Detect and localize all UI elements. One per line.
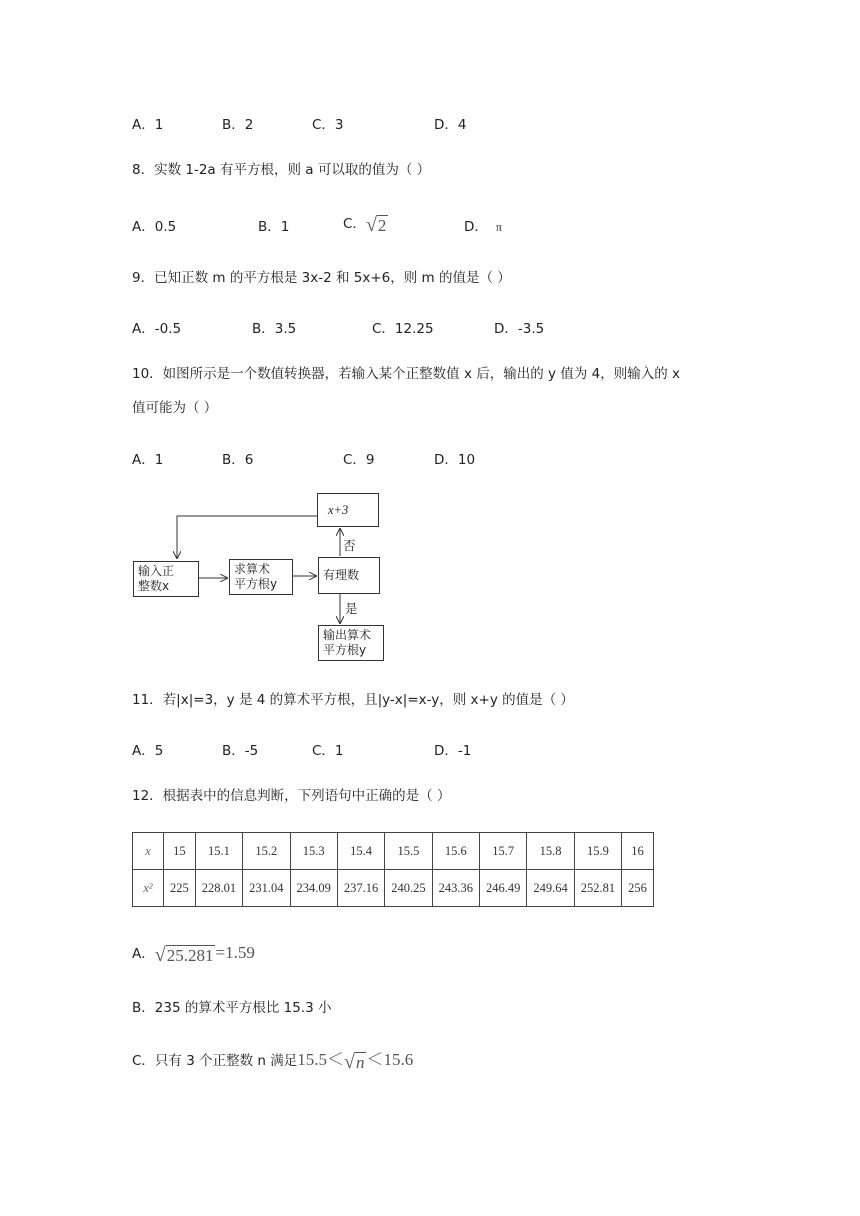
table-cell: 15.4: [337, 833, 384, 870]
q9-question: 9．已知正数 m 的平方根是 3x-2 和 5x+6，则 m 的值是（ ）: [132, 270, 511, 286]
sqrt-symbol: √ 25.281: [154, 944, 214, 966]
q12-option-b: B．235 的算术平方根比 15.3 小: [132, 1000, 332, 1016]
table-cell: 225: [164, 870, 196, 907]
table-cell: 15.7: [480, 833, 527, 870]
q7-option-a: A．1: [132, 117, 164, 133]
flowchart-input-box: 输入正 整数x: [133, 561, 199, 597]
table-cell: 231.04: [243, 870, 290, 907]
sqrt-symbol: √ n: [344, 1051, 365, 1073]
q7-option-c: C．3: [312, 117, 344, 133]
q11-question: 11．若|x|=3，y 是 4 的算术平方根，且|y-x|=x-y，则 x+y 的值是（ ）: [132, 692, 574, 708]
q10-option-a: A．1: [132, 452, 164, 468]
table-cell: x²: [133, 870, 164, 907]
q8-option-a: A．0.5: [132, 219, 177, 235]
q10-option-b: B．6: [222, 452, 254, 468]
sqrt-symbol: √ 2: [365, 214, 387, 236]
flowchart-output-box: 输出算术 平方根y: [318, 625, 384, 661]
q9-option-a: A．-0.5: [132, 321, 182, 337]
q11-option-d: D．-1: [434, 743, 472, 759]
table-cell: 15.1: [195, 833, 242, 870]
table-cell: 228.01: [195, 870, 242, 907]
q8-option-c: C． √ 2: [343, 214, 387, 236]
q9-option-b: B．3.5: [252, 321, 297, 337]
q8-question: 8．实数 1-2a 有平方根，则 a 可以取的值为（ ）: [132, 162, 431, 178]
q11-option-b: B．-5: [222, 743, 259, 759]
table-row-x: [133, 833, 654, 870]
table-row-x2: [133, 870, 654, 907]
flowchart-yes-label: 是: [345, 601, 358, 616]
table-cell: 256: [622, 870, 654, 907]
flowchart-rational-box: 有理数: [318, 557, 380, 594]
q7-option-d: D．4: [434, 117, 467, 133]
table-cell: 15.6: [432, 833, 479, 870]
table-cell: x: [133, 833, 164, 870]
q10-question-line1: 10．如图所示是一个数值转换器，若输入某个正整数值 x 后，输出的 y 值为 4，则输入的 x: [132, 366, 680, 382]
q12-question: 12．根据表中的信息判断，下列语句中正确的是（ ）: [132, 788, 451, 804]
q11-option-a: A．5: [132, 743, 164, 759]
table-cell: 234.09: [290, 870, 337, 907]
table-cell: 15.8: [527, 833, 574, 870]
q7-option-b: B．2: [222, 117, 254, 133]
q12-data-table: [132, 832, 654, 907]
table-cell: 240.25: [385, 870, 432, 907]
flowchart-add3-box: x+3: [317, 493, 379, 527]
q8-option-d: D． π: [464, 219, 502, 235]
table-cell: 237.16: [337, 870, 384, 907]
flowchart-no-label: 否: [343, 538, 356, 553]
table-cell: 15: [164, 833, 196, 870]
q12-option-a: A． √ 25.281 =1.59: [132, 943, 255, 966]
flowchart-sqrt-box: 求算术 平方根y: [229, 559, 293, 595]
q8-option-b: B．1: [258, 219, 290, 235]
q10-question-line2: 值可能为（ ）: [132, 400, 218, 416]
table-cell: 246.49: [480, 870, 527, 907]
table-cell: 243.36: [432, 870, 479, 907]
table-cell: 15.5: [385, 833, 432, 870]
table-cell: 16: [622, 833, 654, 870]
q11-option-c: C．1: [312, 743, 344, 759]
q9-option-c: C．12.25: [372, 321, 434, 337]
q10-option-c: C．9: [343, 452, 375, 468]
table-cell: 15.3: [290, 833, 337, 870]
q10-option-d: D．10: [434, 452, 476, 468]
table-cell: 252.81: [574, 870, 621, 907]
q9-option-d: D．-3.5: [494, 321, 545, 337]
table-cell: 249.64: [527, 870, 574, 907]
table-cell: 15.2: [243, 833, 290, 870]
table-cell: 15.9: [574, 833, 621, 870]
q12-option-c: C．只有 3 个正整数 n 满足15.5＜ √ n ＜15.6: [132, 1050, 414, 1073]
